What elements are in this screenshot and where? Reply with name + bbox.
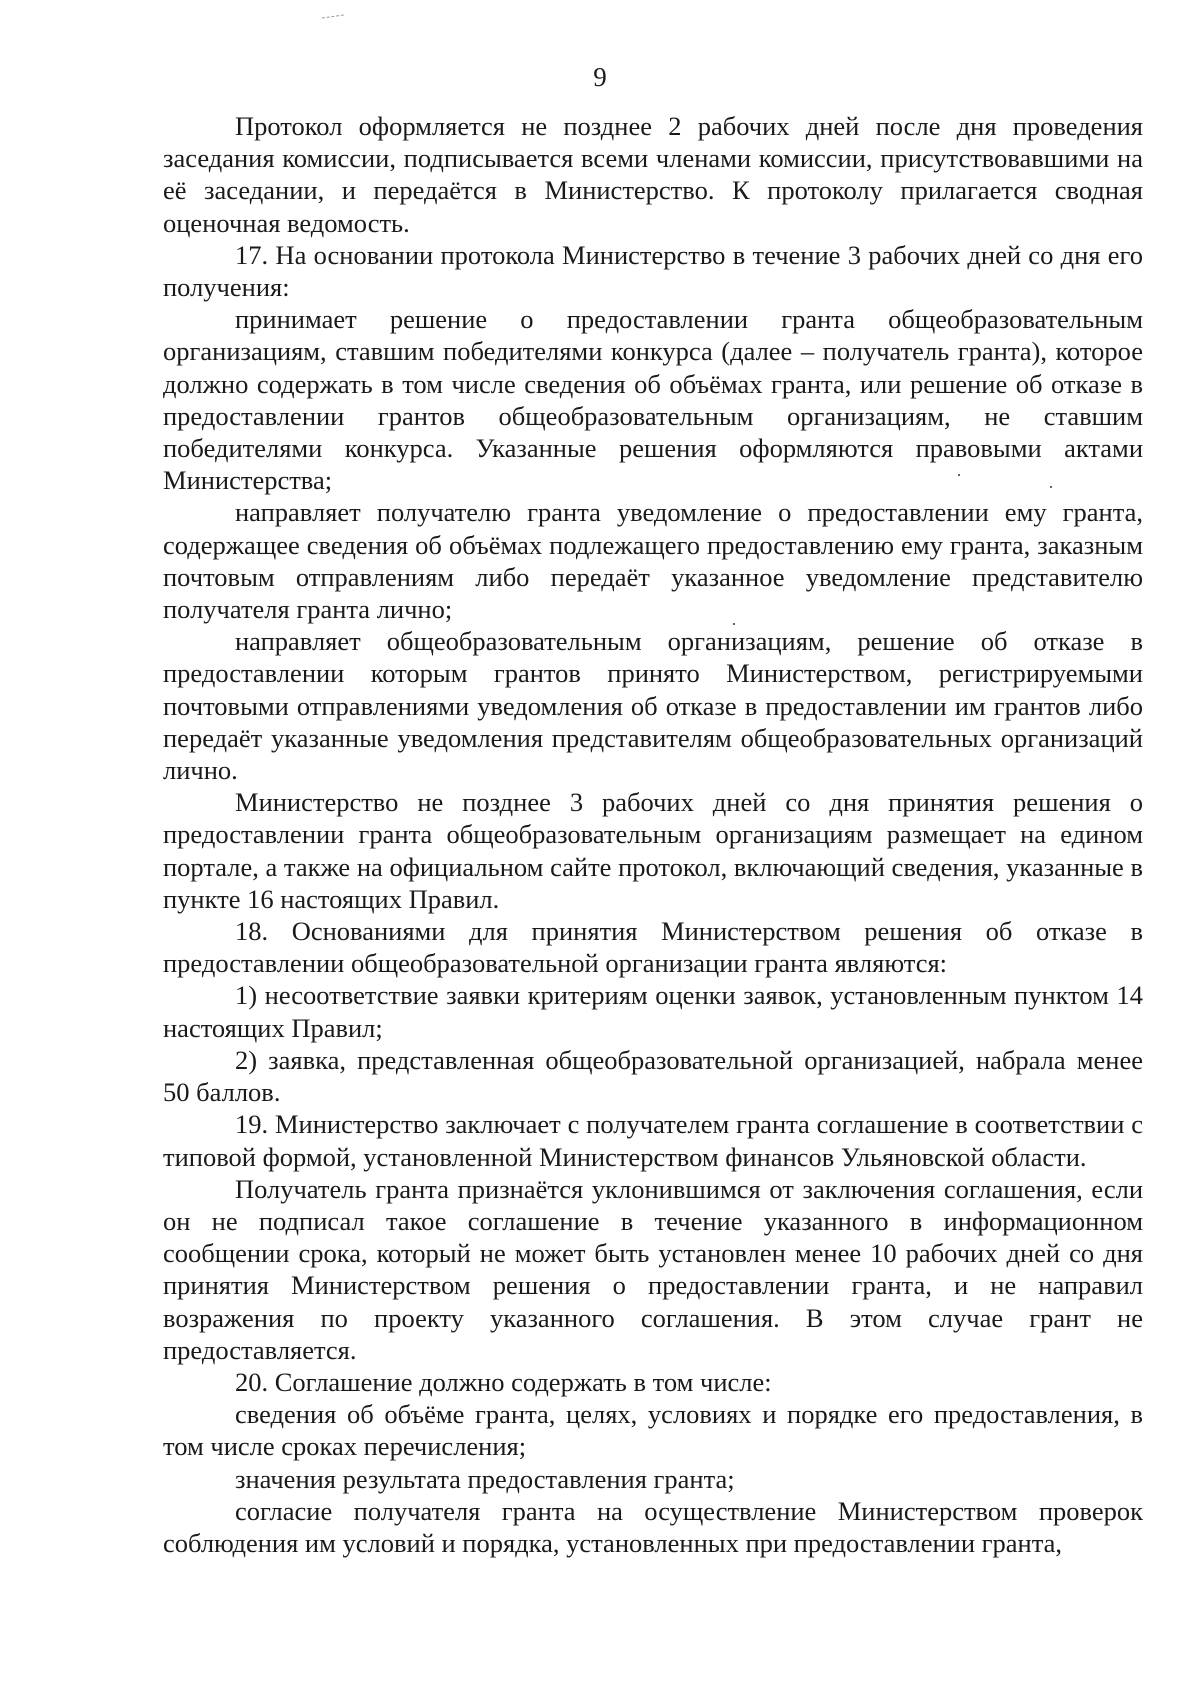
paragraph-refusal-reason-2: 2) заявка, представленная общеобразовательной организацией, набрала менее 50 баллов. bbox=[163, 1044, 1143, 1108]
scan-dot bbox=[733, 623, 735, 625]
paragraph-publication: Министерство не позднее 3 рабочих дней со дня принятия решения о предоставлении гранта общеобразовательным организациям размещает на едином портале, а также на официальном сайте протокол, включающий сведения, указанные в пункте 16 настоящих Правил. bbox=[163, 787, 1143, 914]
paragraph-refusal-notice: направляет общеобразовательным организациям, решение об отказе в предоставлении которым грантов принято Министерством, регистрируемыми почтовыми отправлениями уведомления об отказе в предоставлении им грантов либо передаёт указанные уведомления представителям общеобразовательных организаций лично. bbox=[163, 626, 1143, 786]
paragraph-refusal-reason-1: 1) несоответствие заявки критериям оценки заявок, установленным пунктом 14 настоящих Правил; bbox=[163, 980, 1143, 1043]
paragraph-consent: согласие получателя гранта на осуществление Министерством проверок соблюдения им условий и порядка, установленных при предоставлении гранта, bbox=[163, 1495, 1143, 1558]
paragraph-item-17: 17. На основании протокола Министерство в течение 3 рабочих дней со дня его получения: bbox=[163, 239, 1143, 303]
paragraph-grant-volume: сведения об объёме гранта, целях, условиях и порядке его предоставления, в том числе сроках перечисления; bbox=[163, 1399, 1143, 1462]
document-body bbox=[163, 110, 1143, 1559]
page-number: 9 bbox=[593, 62, 607, 92]
paragraph-item-18: 18. Основаниями для принятия Министерством решения об отказе в предоставлении общеобразовательной организации гранта являются: bbox=[163, 916, 1143, 979]
paragraph-grant-decision: принимает решение о предоставлении гранта общеобразовательным организациям, ставшим победителями конкурса (далее – получатель гранта), которое должно содержать в том числе сведения об объёмах гранта, или решение об отказе в предоставлении грантов общеобразовательным организациям, не ставшим победителями конкурса. Указанные решения оформляются правовыми актами Министерства; bbox=[163, 304, 1143, 496]
paragraph-notification: направляет получателю гранта уведомление о предоставлении ему гранта, содержащее сведения об объёмах подлежащего предоставлению ему гранта, заказным почтовым отправлениям либо передаёт указанное уведомление представителю получателя гранта лично; bbox=[163, 497, 1143, 625]
scan-dot bbox=[958, 474, 960, 476]
paragraph-item-20: 20. Соглашение должно содержать в том числе: bbox=[235, 1366, 772, 1397]
scan-artifact-mark bbox=[322, 14, 344, 20]
paragraph-grant-result: значения результата предоставления гранта; bbox=[235, 1463, 735, 1494]
paragraph-protocol: Протокол оформляется не позднее 2 рабочих дней после дня проведения заседания комиссии, подписывается всеми членами комиссии, присутствовавшими на её заседании, и передаётся в Министерство. К протоколу прилагается сводная оценочная ведомость. bbox=[163, 111, 1143, 238]
paragraph-evasion: Получатель гранта признаётся уклонившимся от заключения соглашения, если он не подписал такое соглашение в течение указанного в информационном сообщении срока, который не может быть установлен менее 10 рабочих дней со дня принятия Министерством решения о предоставлении гранта, и не направил возражения по проекту указанного соглашения. В этом случае грант не предоставляется. bbox=[163, 1173, 1143, 1365]
scan-dot bbox=[1050, 486, 1052, 488]
paragraph-item-19: 19. Министерство заключает с получателем гранта соглашение в соответствии с типовой формой, установленной Министерством финансов Ульяновской области. bbox=[163, 1109, 1143, 1172]
